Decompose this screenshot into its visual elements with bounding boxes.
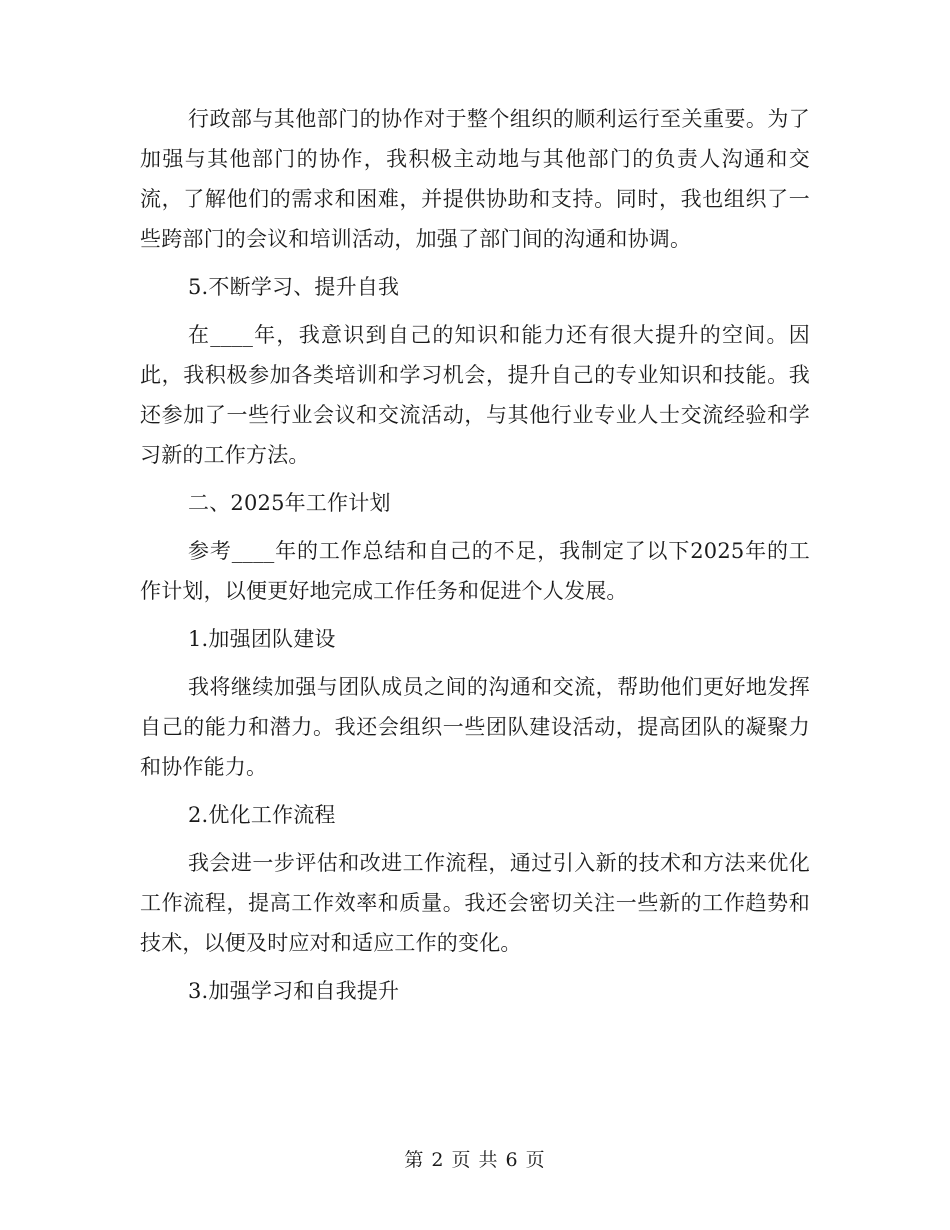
page-footer: 第 2 页 共 6 页 [404, 1149, 546, 1171]
heading-continuous-learning: 5.不断学习、提升自我 [188, 275, 400, 299]
paragraph-optimize-workflow: 我会进一步评估和改进工作流程，通过引入新的技术和方法来优化工作流程，提高工作效率和质量。我还会密切关注一些新的工作趋势和技术，以便及时应对和适应工作的变化。 [140, 851, 810, 955]
heading-optimize-workflow: 2.优化工作流程 [188, 803, 336, 827]
heading-self-improvement: 3.加强学习和自我提升 [188, 979, 400, 1003]
paragraph-team-building: 我将继续加强与团队成员之间的沟通和交流，帮助他们更好地发挥自己的能力和潜力。我还会组织一些团队建设活动，提高团队的凝聚力和协作能力。 [140, 675, 810, 779]
paragraph-plan-intro: 参考____年的工作总结和自己的不足，我制定了以下2025年的工作计划，以便更好地完成工作任务和促进个人发展。 [140, 539, 810, 603]
paragraph-collaboration: 行政部与其他部门的协作对于整个组织的顺利运行至关重要。为了加强与其他部门的协作，我积极主动地与其他部门的负责人沟通和交流，了解他们的需求和困难，并提供协助和支持。同时，我也组织了一些跨部门的会议和培训活动，加强了部门间的沟通和协调。 [140, 107, 810, 251]
heading-work-plan: 二、2025年工作计划 [188, 491, 391, 515]
document-body [140, 99, 810, 1019]
paragraph-learning: 在____年，我意识到自己的知识和能力还有很大提升的空间。因此，我积极参加各类培训和学习机会，提升自己的专业知识和技能。我还参加了一些行业会议和交流活动，与其他行业专业人士交流经验和学习新的工作方法。 [140, 323, 810, 467]
heading-team-building: 1.加强团队建设 [188, 627, 336, 651]
